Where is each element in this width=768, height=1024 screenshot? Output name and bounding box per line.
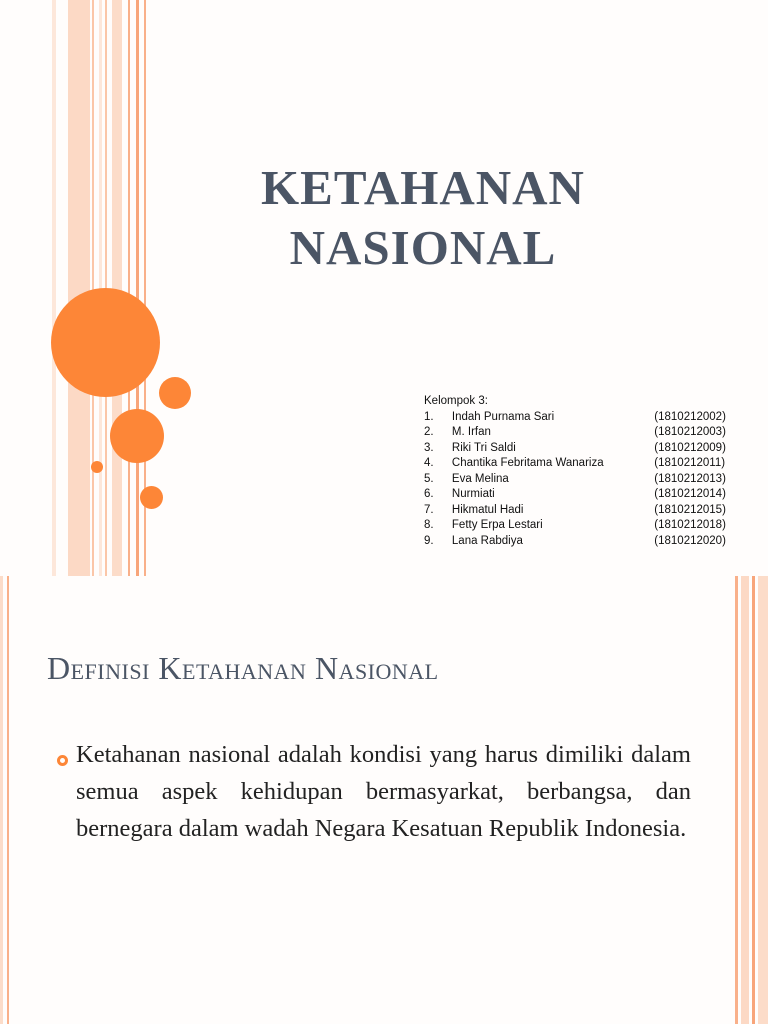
- member-row: [424, 534, 744, 550]
- member-id: (1810212003): [654, 426, 726, 438]
- member-name: Eva Melina: [451, 472, 509, 485]
- decorative-stripe: [7, 576, 9, 1024]
- member-row: [424, 518, 744, 534]
- member-name: Hikmatul Hadi: [451, 503, 524, 516]
- member-row: [424, 487, 744, 503]
- member-number: 6.: [424, 488, 434, 500]
- decorative-circle-large: [51, 288, 160, 397]
- decorative-stripe: [741, 576, 749, 1024]
- member-id: (1810212011): [654, 457, 726, 469]
- slide-title-line2: NASIONAL: [289, 220, 557, 275]
- title-cap: N: [314, 650, 339, 686]
- member-number: 4.: [424, 457, 434, 469]
- title-rest: ASIONAL: [338, 659, 439, 684]
- section-title: [47, 650, 439, 687]
- title-rest: ETAHANAN: [182, 659, 307, 684]
- member-id: (1810212013): [654, 472, 726, 485]
- member-id: (1810212014): [654, 488, 726, 500]
- group-member-list: [424, 394, 744, 549]
- member-id: (1810212020): [654, 534, 726, 547]
- group-heading: Kelompok 3:: [424, 395, 488, 407]
- member-row: [424, 425, 744, 441]
- member-row: [424, 456, 744, 472]
- bullet-icon: [57, 755, 68, 766]
- member-number: 8.: [424, 519, 434, 531]
- decorative-stripe: [0, 576, 3, 1024]
- member-number: 9.: [424, 534, 434, 547]
- decorative-stripe: [758, 576, 768, 1024]
- slide-title: [148, 158, 698, 278]
- title-cap: D: [47, 650, 71, 686]
- member-number: 3.: [424, 441, 434, 454]
- member-number: 5.: [424, 472, 434, 485]
- decorative-stripe: [128, 0, 130, 576]
- decorative-stripe: [92, 0, 94, 576]
- decorative-stripe: [735, 576, 738, 1024]
- member-name: Chantika Febritama Wanariza: [451, 457, 604, 469]
- member-name: Lana Rabdiya: [451, 534, 523, 547]
- decorative-stripe: [752, 576, 755, 1024]
- member-name: Fetty Erpa Lestari: [451, 519, 543, 531]
- member-row: [424, 472, 744, 488]
- member-name: Indah Purnama Sari: [451, 410, 555, 423]
- decorative-circle: [159, 377, 191, 409]
- decorative-circle: [91, 461, 103, 473]
- decorative-stripe: [52, 0, 56, 576]
- member-name: Nurmiati: [451, 488, 495, 500]
- title-rest: EFINISI: [70, 659, 150, 684]
- member-row: [424, 503, 744, 519]
- member-id: (1810212018): [654, 519, 726, 531]
- member-number: 2.: [424, 426, 434, 438]
- member-row: [424, 410, 744, 426]
- title-cap: K: [158, 650, 182, 686]
- member-row: [424, 441, 744, 457]
- slide-title-line1: KETAHANAN: [261, 160, 585, 215]
- member-number: 7.: [424, 503, 434, 516]
- definition-text: Ketahanan nasional adalah kondisi yang harus dimiliki dalam semua aspek kehidupan bermasyarkat, berbangsa, dan bernegara dalam wadah Negara Kesatuan Republik Indonesia.: [76, 741, 691, 842]
- decorative-stripe: [68, 0, 90, 576]
- decorative-stripe: [136, 0, 139, 576]
- decorative-circle: [110, 409, 164, 463]
- member-name: Riki Tri Saldi: [451, 441, 516, 454]
- decorative-circle: [140, 486, 163, 509]
- definition-slide: [0, 576, 768, 1024]
- member-number: 1.: [424, 410, 434, 423]
- member-id: (1810212009): [654, 441, 726, 454]
- member-name: M. Irfan: [451, 426, 491, 438]
- member-id: (1810212015): [654, 503, 726, 516]
- member-id: (1810212002): [654, 410, 726, 423]
